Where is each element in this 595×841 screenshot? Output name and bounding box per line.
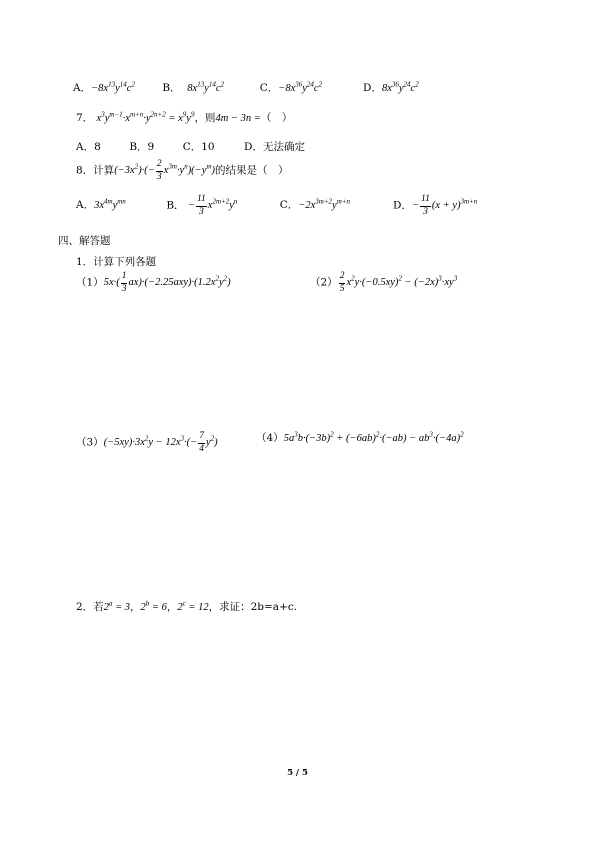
option-label: D． xyxy=(363,82,382,94)
section4-title: 四、解答题 xyxy=(58,235,111,247)
item-number: （2） xyxy=(310,276,338,289)
option-label: A． xyxy=(76,199,95,212)
q7-paren: （ ） xyxy=(260,112,293,124)
problem1-item3: $(3)(-5xy)\cdot 3x^2y - 12x^3\cdot(-$ $\frac{7}{4}$ $y^2$) xyxy=(76,431,218,454)
option-label: D． xyxy=(393,199,412,212)
q8-option-b: B． − $\frac{11}{3}$ $x^{2m+2}y^n$ xyxy=(166,194,238,217)
problem1-item4: $(4)5a^3b\cdot(-3b)^2 + (-6ab)^2\cdot(-ab) - ab^3\cdot(-4a)^2$ xyxy=(256,430,464,444)
option-label: C． xyxy=(259,82,279,94)
q7-stem: 7． $x^3y^{m-1}\cdot x^{m+n}\cdot y^{2n+2} = x^9y^9$，则4m − 3n =（ ） xyxy=(76,110,293,124)
q8-option-d: D．− $\frac{11}{3}$ $(x + y)^{3m+n}$ xyxy=(393,194,478,217)
problem2: 2．若$2^a = 3$，$2^b = 6$，$2^c = 12$，求证：2b=a+c. xyxy=(76,599,298,613)
problem2-comma: ， xyxy=(166,601,178,613)
q6-option-b: B． $8x^{13}y^{14}c^2$ xyxy=(162,80,225,94)
item-number: （1） xyxy=(76,276,104,289)
option-label: B． xyxy=(166,199,185,212)
problem2-comma: ， xyxy=(130,601,141,613)
item-number: （3） xyxy=(76,436,104,449)
q6-options xyxy=(73,82,419,96)
problem2-prefix: 2．若 xyxy=(76,601,104,613)
problem1-title: 1．计算下列各题 xyxy=(76,256,157,268)
q8-option-a: A．$3x^{4m}y^{mn}$ xyxy=(76,197,126,212)
problem2-prove: ，求证：2b=a+c. xyxy=(208,601,298,613)
q8-stem: 8．计算$(-3x^2)\cdot(-$ $\frac{2}{3}$ $x^{3m}\cdot y^n)(-y^m)$的结果是（ ） xyxy=(76,159,289,182)
q6-option-a: A．$-8x^{13}y^{14}c^2$ xyxy=(73,80,135,94)
option-label: C． xyxy=(279,199,299,212)
item-number: （4） xyxy=(256,432,284,444)
problem1-item1: （1）5x·( $\frac{1}{3}$ $ax)\cdot(-2.25axy)\cdot(1.2x^2y^2)$ xyxy=(76,271,231,294)
q7-options xyxy=(76,141,305,154)
q6-option-d: D．$8x^{36}y^{24}c^2$ xyxy=(363,80,419,94)
q7-option-c: C．10 xyxy=(182,141,215,153)
page-number: 5 / 5 xyxy=(287,768,308,778)
q7-then-text: ，则 xyxy=(194,112,216,124)
q7-number: 7． xyxy=(76,112,94,124)
q7-option-d: D．无法确定 xyxy=(244,141,305,153)
q6-option-c: C．$-8x^{36}y^{24}c^2$ xyxy=(259,80,323,94)
q7-option-b: B．9 xyxy=(129,141,155,153)
problem1-item2: （2） $\frac{2}{5}$ $x^2y\cdot(-0.5xy)^2 - (-2x)^3\cdot xy^3$ xyxy=(310,271,458,294)
option-label: B． xyxy=(162,82,181,94)
q8-option-c: C．$-2x^{3m+2}y^{m+n}$ xyxy=(279,197,350,212)
q8-suffix: 的结果是（ ） xyxy=(215,164,289,177)
q7-equation: $x^3y^{m-1}\cdot x^{m+n}\cdot y^{2n+2} = x^9y^9$ xyxy=(96,110,195,124)
q7-option-a: A．8 xyxy=(76,141,101,153)
q8-options xyxy=(76,195,477,217)
q8-prefix: 8．计算 xyxy=(76,164,115,177)
option-label: A． xyxy=(73,82,92,94)
